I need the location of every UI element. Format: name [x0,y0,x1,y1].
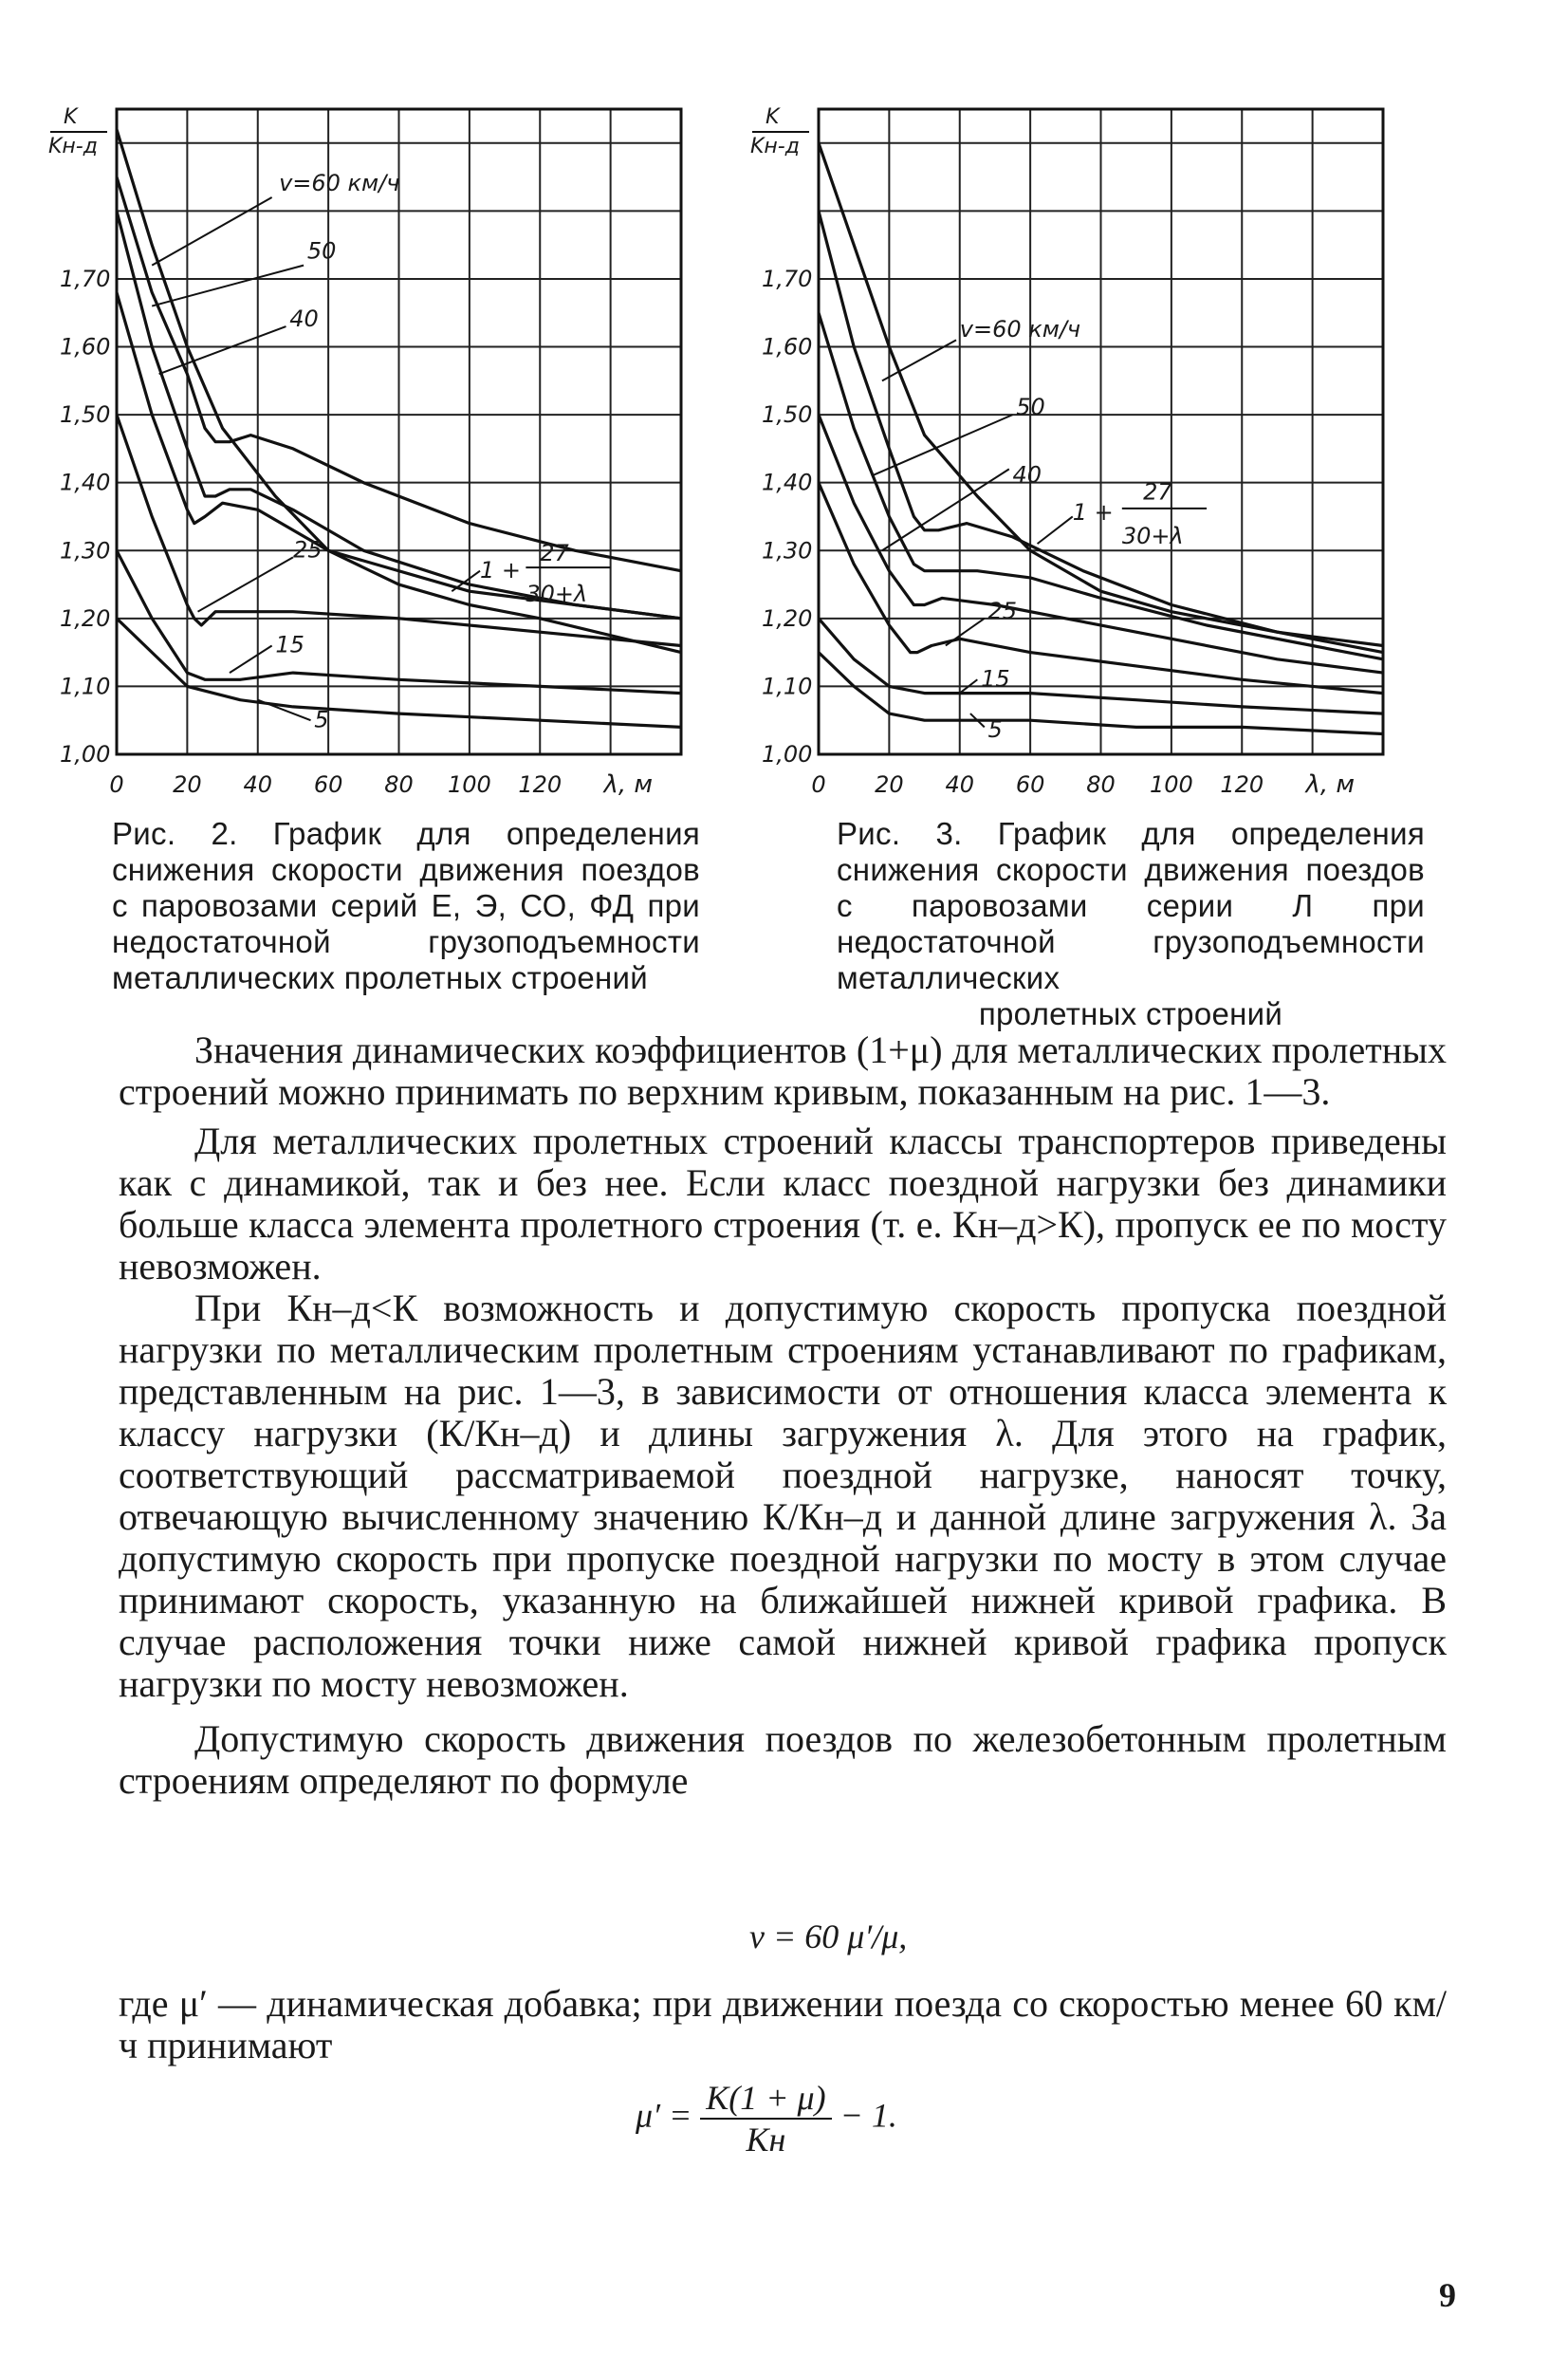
y-tick-label: 1,10 [60,673,111,700]
label-leader [152,266,304,306]
figure-2-svg [48,105,754,799]
label-leader [198,557,293,611]
figure-3-svg [750,105,1456,799]
curve-label-v50: 50 [1016,394,1045,421]
formula-mu-numerator: K(1 + μ) [700,2078,831,2120]
formula-numerator: 27 [1143,478,1172,506]
formula-mu-prime [636,2078,897,2159]
y-tick-label: 1,50 [762,401,813,429]
x-tick-label: 100 [447,771,491,798]
curve-label-v50: 50 [306,237,337,265]
label-leader [872,415,1013,475]
formula-leader [1038,516,1073,544]
formula-velocity: v = 60 μ′/μ, [749,1918,908,1955]
curve-label-v60: v=60 км/ч [959,315,1081,343]
formula-mu-denominator: Kн [746,2121,786,2158]
formula-prefix: 1 + [480,556,522,584]
curve-label-v5: 5 [314,706,329,733]
x-tick-label: 40 [945,771,975,798]
figure-2-chart [48,105,754,799]
curve-label-v25: 25 [292,536,323,564]
y-tick-label: 1,70 [60,265,111,292]
label-leader [230,645,272,673]
x-tick-label: 60 [313,771,343,798]
x-tick-label: 80 [384,771,414,798]
y-tick-label: 1,50 [60,401,111,429]
y-tick-label: 1,00 [762,741,813,768]
figure-3-caption-main: Рис. 3. График для определения снижения скорости движения поездов с паровозами серии Л при недостаточной грузоподъемности металлических [837,816,1425,995]
paragraph-4: Допустимую скорость движения поездов по железобетонным пролетным строениям определяют по формуле [119,1717,1447,1802]
y-tick-label: 1,70 [762,265,813,292]
formula-denominator: 30+λ [526,580,588,607]
body-text [119,1029,1447,1802]
curve-label-v40: 40 [289,306,319,333]
formula-numerator: 27 [540,540,569,566]
y-tick-label: 1,20 [60,604,111,632]
page-number: 9 [1439,2276,1456,2314]
curve-label-v15: 15 [275,631,304,658]
formula-mu-fraction [700,2078,831,2159]
body-text-2 [119,1983,1447,2066]
formula-mu-lhs: μ′ = [636,2096,692,2135]
y-axis-label-numerator: K [766,105,780,129]
y-tick-label: 1,10 [762,673,813,700]
y-tick-label: 1,40 [762,469,813,496]
label-leader [152,197,271,266]
y-axis-label-denominator: Kн-д [750,135,800,158]
curve-label-v5: 5 [987,716,1003,744]
label-leader [258,700,311,720]
x-tick-label: 120 [518,771,563,798]
curve-label-v25: 25 [987,597,1018,624]
x-axis-label: λ, м [603,770,653,799]
formula-denominator: 30+λ [1121,523,1184,550]
paragraph-1: Значения динамических коэффициентов (1+μ) для металлических пролетных строений можно принимать по верхним кривым, показанным на рис. 1—3. [119,1028,1447,1113]
curve-label-v60: v=60 км/ч [279,169,400,196]
formula-mu-rhs: − 1. [839,2096,897,2135]
x-tick-label: 20 [173,771,202,798]
paragraph-5: где μ′ — динамическая добавка; при движении поезда со скоростью менее 60 км/ч принимают [119,1982,1447,2066]
x-tick-label: 0 [109,771,124,798]
curve-label-v40: 40 [1012,461,1042,489]
figure-2-caption: Рис. 2. График для определения снижения скорости движения поездов с паровозами серий Е, Э, СО, ФД при недостаточной грузоподъемности металлических пролетных строений [112,816,700,995]
y-axis-label-denominator: Kн-д [48,135,98,158]
y-tick-label: 1,20 [762,604,813,632]
y-tick-label: 1,00 [60,741,111,768]
x-tick-label: 80 [1086,771,1116,798]
y-tick-label: 1,60 [762,333,813,361]
y-axis-label-numerator: K [64,105,78,129]
figure-3-caption-last: пролетных строений [978,996,1283,1031]
x-axis-label: λ, м [1305,770,1355,799]
paragraph-2: Для металлических пролетных строений классы транспортеров приведены как с динамикой, так и без нее. Если класс поездной нагрузки без динамики больше класса элемента пролетного строения (т. е. Кн–д>К), пропуск ее по мосту невозможен. [119,1120,1447,1288]
x-tick-label: 40 [243,771,273,798]
x-tick-label: 60 [1015,771,1045,798]
x-tick-label: 120 [1220,771,1264,798]
y-tick-label: 1,60 [60,333,111,361]
x-tick-label: 0 [811,771,826,798]
figure-3-caption [837,816,1425,1032]
x-tick-label: 100 [1149,771,1193,798]
formula-prefix: 1 + [1072,499,1114,527]
y-tick-label: 1,30 [60,537,111,565]
curve-label-v15: 15 [981,665,1010,693]
y-tick-label: 1,40 [60,469,111,496]
paragraph-3: При Кн–д<К возможность и допустимую скорость пропуска поездной нагрузки по металлическим пролетным строениям устанавливают по графикам, представленным на рис. 1—3, в зависимости от отношения класса элемента к классу нагрузки (К/Кн–д) и длины загружения λ. Для этого на график, соответствующий рассматриваемой поездной нагрузке, наносят точку, отвечающую вычисленному значению К/Кн–д и данной длине загружения λ. За допустимую скорость при пропуске поездной нагрузки по мосту в этом случае принимают скорость, указанную на ближайшей нижней кривой графика. В случае расположения точки ниже самой нижней кривой графика пропуск нагрузки по мосту невозможен. [119,1287,1447,1705]
figure-3-chart [750,105,1456,799]
x-tick-label: 20 [875,771,904,798]
y-tick-label: 1,30 [762,537,813,565]
